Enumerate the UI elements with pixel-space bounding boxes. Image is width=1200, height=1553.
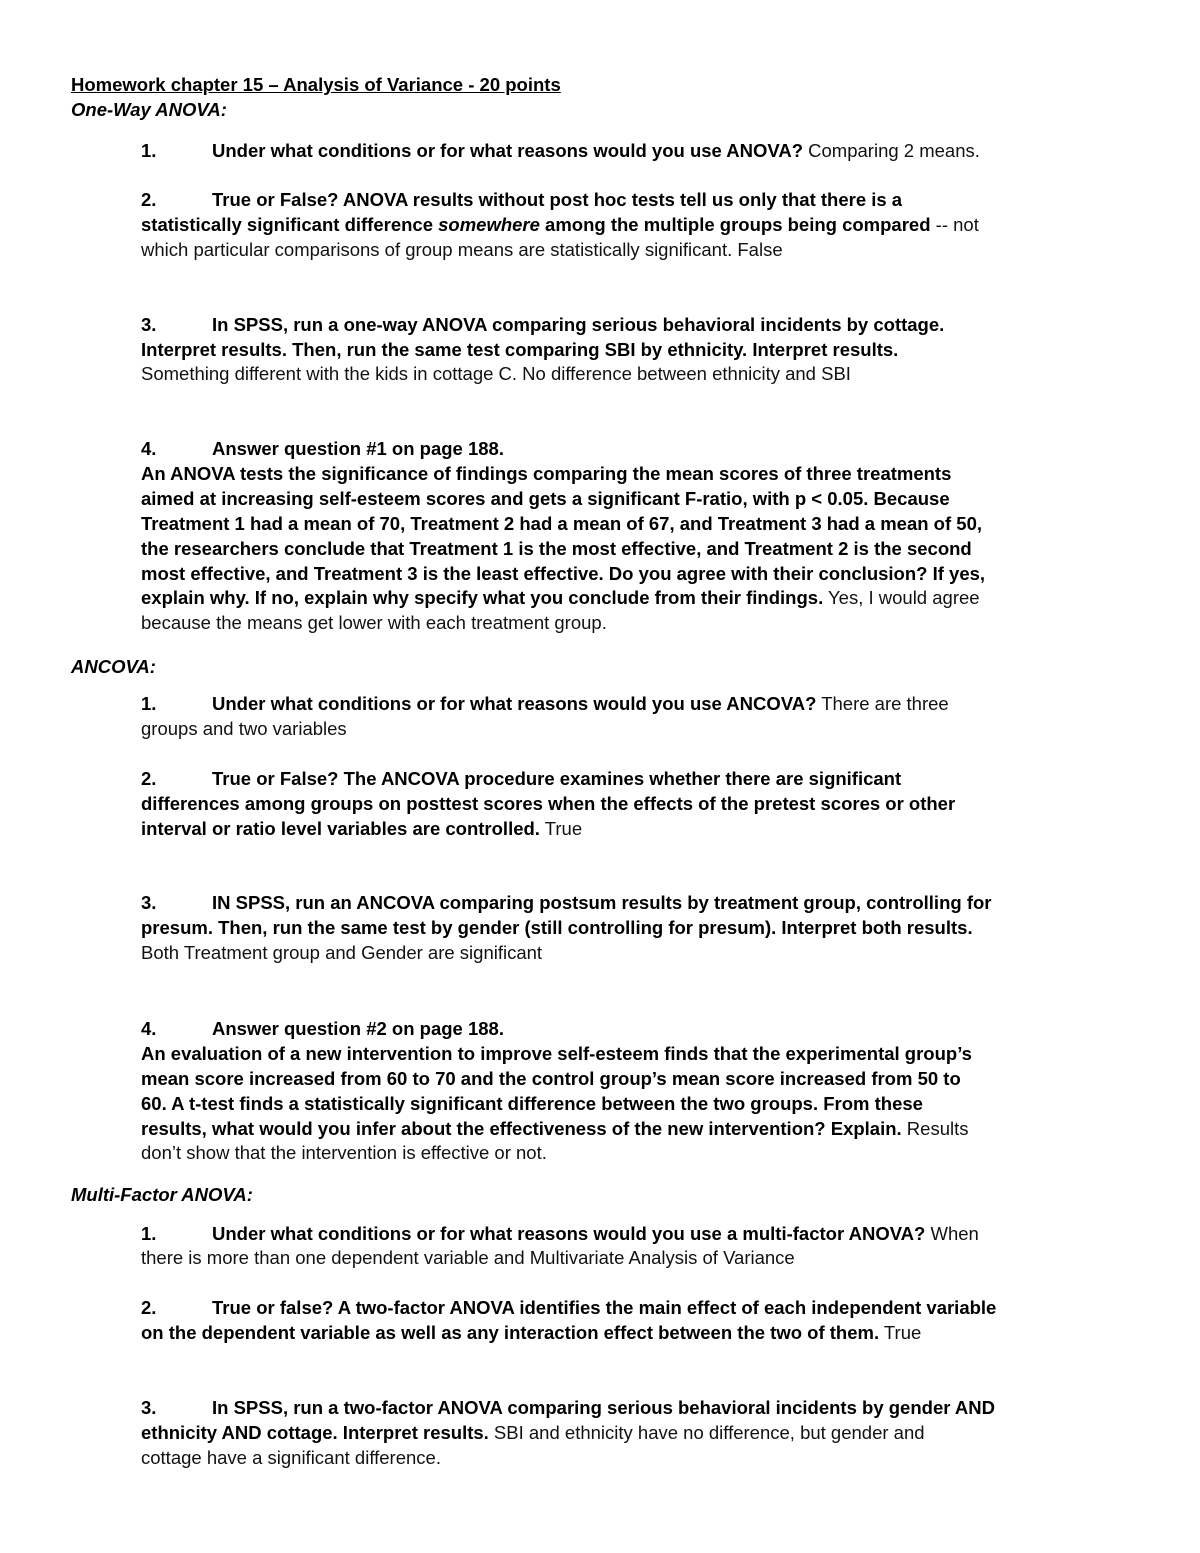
question-number: 3. [141, 314, 157, 335]
question-number: 4. [141, 1018, 157, 1039]
multifactor-question-1 [141, 1221, 1140, 1246]
page-title: Homework chapter 15 – Analysis of Variance - 20 points [71, 74, 561, 95]
question-text: statistically significant difference [141, 214, 439, 235]
question-text: Answer question #2 on page 188. [212, 1018, 504, 1039]
oneway-question-4-line-6: most effective, and Treatment 3 is the least effective. Do you agree with their conclusion? If yes, [141, 563, 986, 584]
question-number: 1. [141, 140, 157, 161]
question-text: Answer question #1 on page 188. [212, 438, 504, 459]
question-text: In SPSS, run a two-factor ANOVA comparing serious behavioral incidents by gender AND [212, 1397, 995, 1418]
ancova-question-2 [141, 766, 1140, 791]
oneway-question-4-line-3: aimed at increasing self-esteem scores and gets a significant F-ratio, with p < 0.05. Because [141, 488, 950, 509]
ancova-answer-3: Both Treatment group and Gender are significant [141, 942, 543, 963]
ancova-question-3 [141, 890, 1140, 915]
multifactor-question-2-line-2 [141, 1320, 1140, 1345]
question-text: on the dependent variable as well as any interaction effect between the two of them. [141, 1322, 880, 1343]
question-number: 3. [141, 892, 157, 913]
question-text: results, what would you infer about the effectiveness of the new intervention? Explain. [141, 1118, 902, 1139]
section-heading-oneway: One-Way ANOVA: [71, 99, 227, 120]
answer-text: Comparing 2 means. [808, 140, 980, 161]
oneway-answer-4: because the means get lower with each treatment group. [141, 612, 607, 633]
answer-text: There are three [816, 693, 949, 714]
ancova-question-2-line-2: differences among groups on posttest scores when the effects of the pretest scores or other [141, 793, 956, 814]
question-text: Under what conditions or for what reasons would you use ANOVA? [212, 140, 804, 161]
question-text: In SPSS, run a one-way ANOVA comparing serious behavioral incidents by cottage. [212, 314, 945, 335]
ancova-answer-1: groups and two variables [141, 718, 347, 739]
question-text: True or False? ANOVA results without post hoc tests tell us only that there is a [212, 189, 903, 210]
multifactor-question-2 [141, 1295, 1140, 1320]
question-text: interval or ratio level variables are controlled. [141, 818, 540, 839]
ancova-question-2-line-3 [141, 816, 1140, 841]
oneway-question-3 [141, 312, 1140, 337]
answer-text: When [925, 1223, 979, 1244]
ancova-question-4-line-3: mean score increased from 60 to 70 and the control group’s mean score increased from 50 to [141, 1068, 961, 1089]
oneway-question-1 [141, 138, 1140, 163]
answer-text: SBI and ethnicity have no difference, but gender and [488, 1422, 925, 1443]
answer-text: True [879, 1322, 922, 1343]
question-text: explain why. If no, explain why specify what you conclude from their findings. [141, 587, 824, 608]
question-number: 2. [141, 189, 157, 210]
multifactor-question-3 [141, 1395, 1140, 1420]
question-number: 1. [141, 693, 157, 714]
question-text: Under what conditions or for what reasons would you use ANCOVA? [212, 693, 817, 714]
multifactor-answer-3: cottage have a significant difference. [141, 1447, 441, 1468]
oneway-answer-3: Something different with the kids in cottage C. No difference between ethnicity and SBI [141, 363, 851, 384]
question-text: IN SPSS, run an ANCOVA comparing postsum results by treatment group, controlling for [212, 892, 992, 913]
multifactor-question-3-line-2 [141, 1420, 1140, 1445]
oneway-answer-2: which particular comparisons of group means are statistically significant. False [141, 239, 783, 260]
oneway-question-4-line-7 [141, 585, 1140, 610]
question-text: ethnicity AND cottage. Interpret results. [141, 1422, 489, 1443]
question-number: 2. [141, 768, 157, 789]
emphasis-text: somewhere [438, 214, 540, 235]
question-text: True or False? The ANCOVA procedure examines whether there are significant [212, 768, 902, 789]
question-text: among the multiple groups being compared [539, 214, 931, 235]
answer-text: -- not [930, 214, 979, 235]
ancova-question-1 [141, 691, 1140, 716]
ancova-question-4 [141, 1016, 1140, 1041]
section-heading-ancova: ANCOVA: [71, 656, 156, 677]
question-number: 3. [141, 1397, 157, 1418]
oneway-question-4 [141, 436, 1140, 461]
answer-text: Yes, I would agree [823, 587, 980, 608]
oneway-question-4-line-5: the researchers conclude that Treatment 1 is the most effective, and Treatment 2 is the second [141, 538, 972, 559]
question-number: 1. [141, 1223, 157, 1244]
ancova-question-4-line-2: An evaluation of a new intervention to improve self-esteem finds that the experimental group’s [141, 1043, 972, 1064]
multifactor-answer-1: there is more than one dependent variable and Multivariate Analysis of Variance [141, 1247, 795, 1268]
ancova-question-4-line-5 [141, 1116, 1140, 1141]
ancova-question-4-line-4: 60. A t-test finds a statistically significant difference between the two groups. From these [141, 1093, 923, 1114]
oneway-question-3-line-2: Interpret results. Then, run the same test comparing SBI by ethnicity. Interpret results. [141, 339, 899, 360]
oneway-question-4-line-2: An ANOVA tests the significance of findings comparing the mean scores of three treatments [141, 463, 952, 484]
ancova-question-3-line-2: presum. Then, run the same test by gender (still controlling for presum). Interpret both results. [141, 917, 973, 938]
answer-text: True [539, 818, 583, 839]
oneway-question-4-line-4: Treatment 1 had a mean of 70, Treatment 2 had a mean of 67, and Treatment 3 had a mean of 50, [141, 513, 983, 534]
question-number: 2. [141, 1297, 157, 1318]
section-heading-multifactor: Multi-Factor ANOVA: [71, 1184, 253, 1205]
ancova-answer-4: don’t show that the intervention is effective or not. [141, 1142, 547, 1163]
question-text: Under what conditions or for what reasons would you use a multi-factor ANOVA? [212, 1223, 926, 1244]
question-text: True or false? A two-factor ANOVA identifies the main effect of each independent variable [212, 1297, 997, 1318]
question-number: 4. [141, 438, 157, 459]
answer-text: Results [901, 1118, 969, 1139]
oneway-question-2-line-2 [141, 212, 1140, 237]
oneway-question-2 [141, 187, 1140, 212]
